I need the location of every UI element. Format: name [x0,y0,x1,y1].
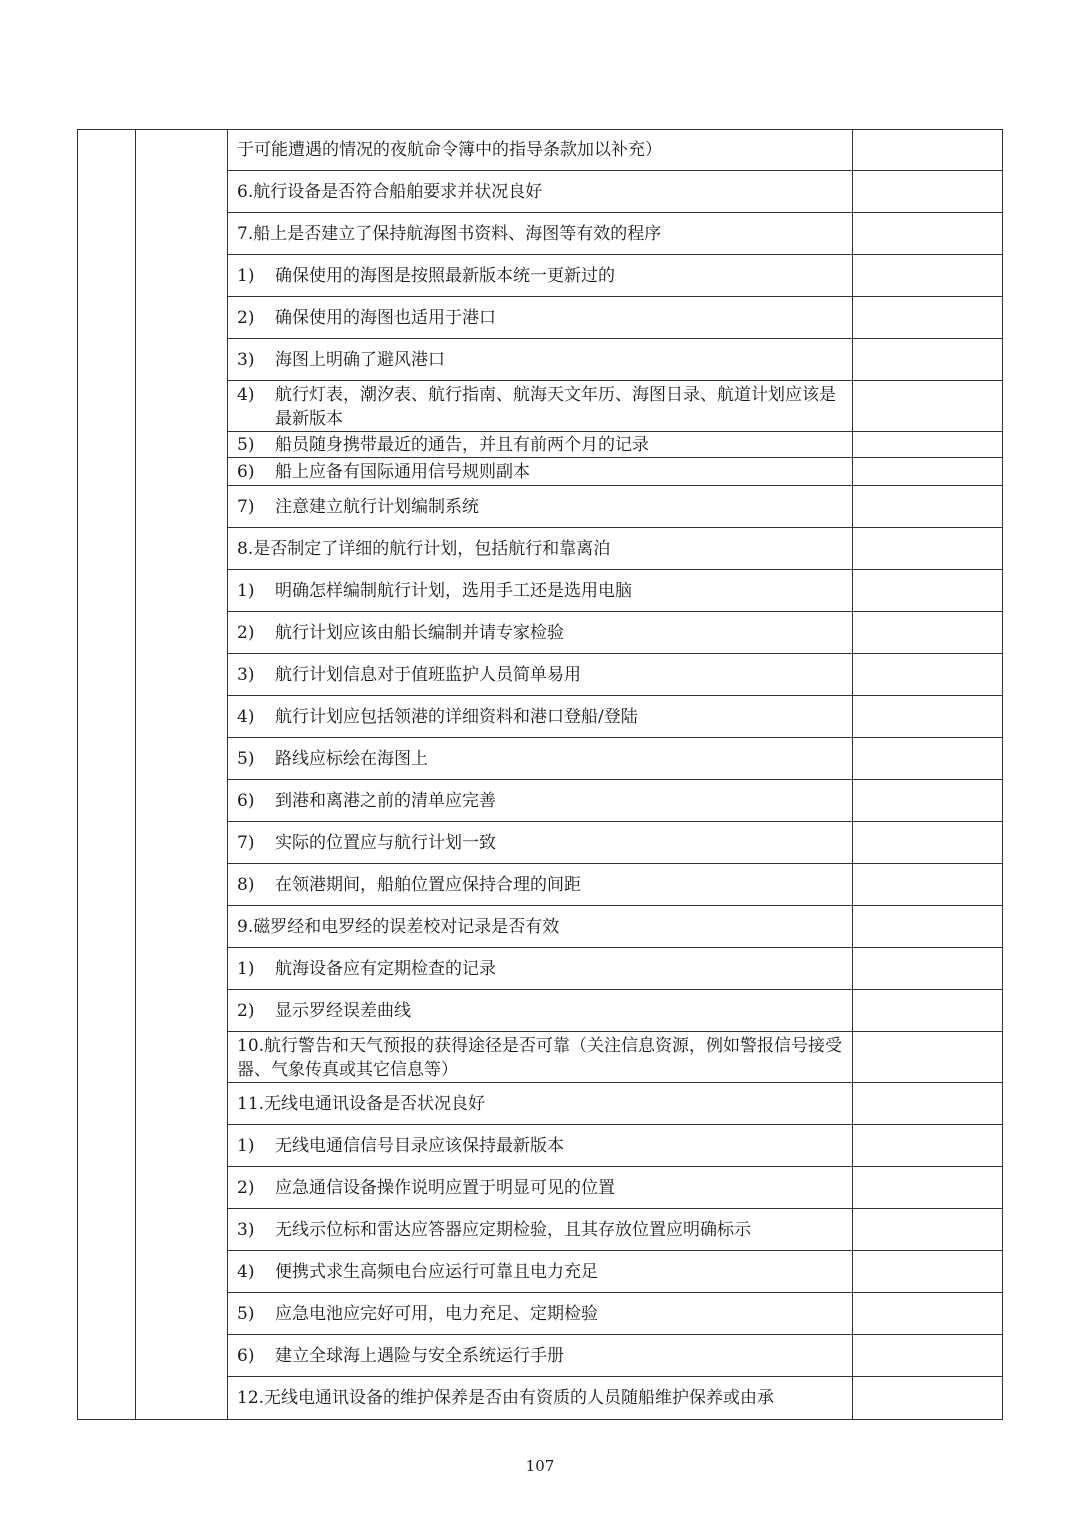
item-text: 应急通信设备操作说明应置于明显可见的位置 [275,1177,615,1198]
item-cell [227,1125,852,1166]
table-row [227,458,1003,486]
item-cell [227,129,852,170]
table-row [227,612,1003,654]
check-cell [852,822,1003,863]
check-cell [852,948,1003,989]
table-row [227,486,1003,528]
check-cell [852,612,1003,653]
check-cell [852,1083,1003,1124]
item-text: 8.是否制定了详细的航行计划，包括航行和靠离泊 [237,538,611,559]
table-row [227,432,1003,458]
item-cell [227,1335,852,1376]
item-text: 无线示位标和雷达应答器应定期检验，且其存放位置应明确标示 [275,1219,751,1240]
item-number: 4) [237,1261,255,1282]
item-text: 明确怎样编制航行计划，选用手工还是选用电脑 [275,580,632,601]
check-cell [852,432,1003,457]
check-cell [852,339,1003,380]
item-text: 于可能遭遇的情况的夜航命令簿中的指导条款加以补充） [237,139,662,160]
item-cell [227,654,852,695]
item-cell [227,780,852,821]
table-row [227,1083,1003,1125]
check-cell [852,1251,1003,1292]
item-number: 6) [237,461,255,482]
table-row [227,1125,1003,1167]
item-cell [227,1083,852,1124]
item-number: 2) [237,1177,255,1198]
table-row [227,948,1003,990]
table-row [227,822,1003,864]
item-cell [227,458,852,485]
item-text: 建立全球海上遇险与安全系统运行手册 [275,1345,564,1366]
table-row [227,528,1003,570]
item-cell [227,1293,852,1334]
check-cell [852,458,1003,485]
check-cell [852,528,1003,569]
item-number: 2) [237,622,255,643]
check-cell [852,570,1003,611]
table-row [227,1335,1003,1377]
item-cell [227,486,852,527]
item-text: 航海设备应有定期检查的记录 [275,958,496,979]
item-text: 船上应备有国际通用信号规则副本 [275,461,530,482]
item-cell [227,432,852,457]
item-cell [227,339,852,380]
item-cell [227,612,852,653]
item-text: 显示罗经误差曲线 [275,1000,411,1021]
table-row [227,654,1003,696]
item-text: 10.航行警告和天气预报的获得途径是否可靠（关注信息资源，例如警报信号接受器、气象传真或其它信息等） [237,1036,843,1080]
item-cell [227,906,852,947]
check-cell [852,1209,1003,1250]
table-row [227,864,1003,906]
table-row [227,696,1003,738]
item-text: 9.磁罗经和电罗经的误差校对记录是否有效 [237,916,560,937]
table-row [227,780,1003,822]
item-text: 便携式求生高频电台应运行可靠且电力充足 [275,1261,598,1282]
item-text: 航行计划信息对于值班监护人员简单易用 [275,664,581,685]
item-number: 5) [237,434,255,455]
table-row [227,1209,1003,1251]
table-row [227,1167,1003,1209]
item-text: 航行计划应该由船长编制并请专家检验 [275,622,564,643]
check-cell [852,990,1003,1031]
item-cell [227,738,852,779]
item-number: 4) [237,385,255,405]
table-row [227,990,1003,1032]
table-row [227,1032,1003,1083]
item-number: 3) [237,349,255,370]
item-number: 5) [237,748,255,769]
item-number: 3) [237,664,255,685]
item-text: 7.船上是否建立了保持航海图书资料、海图等有效的程序 [237,223,662,244]
item-cell [227,822,852,863]
table-row [227,1377,1003,1419]
check-cell [852,696,1003,737]
table-row [227,213,1003,255]
item-cell [227,570,852,611]
item-number: 8) [237,874,255,895]
check-cell [852,255,1003,296]
item-cell [227,696,852,737]
table-row [227,906,1003,948]
check-cell [852,129,1003,170]
check-cell [852,297,1003,338]
check-cell [852,1335,1003,1376]
check-cell [852,213,1003,254]
check-cell [852,1125,1003,1166]
item-cell [227,1167,852,1208]
check-cell [852,1377,1003,1419]
item-text: 6.航行设备是否符合船舶要求并状况良好 [237,181,543,202]
item-number: 2) [237,1000,255,1021]
item-text: 确保使用的海图是按照最新版本统一更新过的 [275,265,615,286]
check-cell [852,381,1003,431]
table-row [227,381,1003,432]
item-text: 船员随身携带最近的通告，并且有前两个月的记录 [275,434,649,455]
item-text: 确保使用的海图也适用于港口 [275,307,496,328]
column-divider-1 [135,130,136,1419]
item-text: 路线应标绘在海图上 [275,748,428,769]
page-number: 107 [525,1457,555,1475]
item-cell [227,1251,852,1292]
item-number: 4) [237,706,255,727]
item-text: 到港和离港之前的清单应完善 [275,790,496,811]
item-cell [227,297,852,338]
item-cell [227,948,852,989]
item-number: 7) [237,496,255,517]
item-number: 6) [237,790,255,811]
check-cell [852,864,1003,905]
item-cell [227,255,852,296]
item-number: 2) [237,307,255,328]
table-row [227,255,1003,297]
item-text: 无线电通信信号目录应该保持最新版本 [275,1135,564,1156]
item-number: 5) [237,1303,255,1324]
item-cell [227,171,852,212]
item-number: 7) [237,832,255,853]
item-text: 注意建立航行计划编制系统 [275,496,479,517]
item-cell [227,990,852,1031]
item-cell [227,864,852,905]
check-cell [852,780,1003,821]
item-text: 11.无线电通讯设备是否状况良好 [237,1093,486,1114]
item-number: 6) [237,1345,255,1366]
item-text: 航行计划应包括领港的详细资料和港口登船/登陆 [275,706,638,727]
table-row [227,339,1003,381]
item-text: 在领港期间，船舶位置应保持合理的间距 [275,874,581,895]
table-row [227,570,1003,612]
item-text: 应急电池应完好可用，电力充足、定期检验 [275,1303,598,1324]
item-number: 1) [237,580,255,601]
table-row [227,171,1003,213]
item-cell [227,1377,852,1419]
table-row [227,1293,1003,1335]
table-row [227,738,1003,780]
check-cell [852,654,1003,695]
item-cell [227,213,852,254]
check-cell [852,738,1003,779]
item-text: 航行灯表，潮汐表、航行指南、航海天文年历、海图日录、航道计划应该是最新版本 [275,385,836,429]
check-cell [852,906,1003,947]
item-number: 3) [237,1219,255,1240]
item-text: 实际的位置应与航行计划一致 [275,832,496,853]
item-number: 1) [237,958,255,979]
item-cell [227,1209,852,1250]
check-cell [852,1293,1003,1334]
item-text: 12.无线电通讯设备的维护保养是否由有资质的人员随船维护保养或由承 [237,1388,775,1408]
item-cell [227,381,852,431]
check-cell [852,171,1003,212]
table-row [227,129,1003,171]
item-cell [227,528,852,569]
table-row [227,1251,1003,1293]
item-cell [227,1032,852,1082]
table-row [227,297,1003,339]
check-cell [852,1167,1003,1208]
check-cell [852,486,1003,527]
check-cell [852,1032,1003,1082]
item-number: 1) [237,1135,255,1156]
item-number: 1) [237,265,255,286]
item-text: 海图上明确了避风港口 [275,349,445,370]
